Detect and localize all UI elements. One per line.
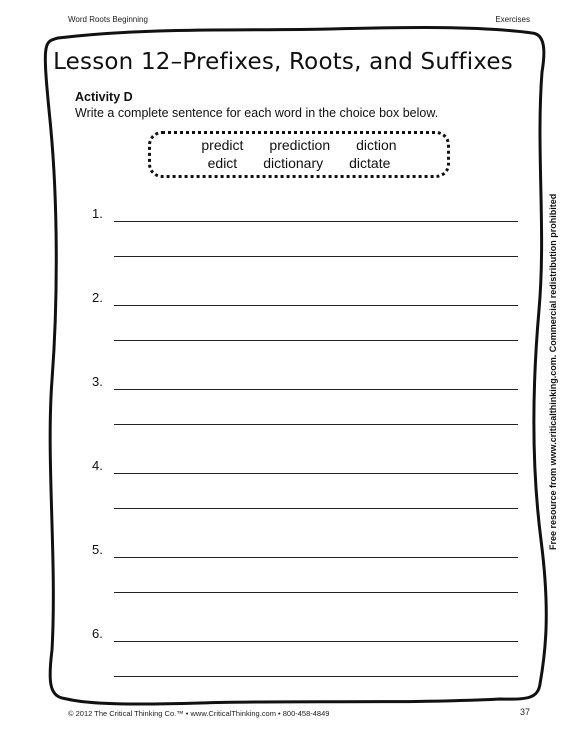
choice-row-2 xyxy=(151,155,447,171)
writing-line[interactable] xyxy=(114,641,518,642)
footer-copyright: © 2012 The Critical Thinking Co.™ • www.CriticalThinking.com • 800-458-4849 xyxy=(68,709,330,718)
item-number: 4. xyxy=(92,458,103,473)
writing-line[interactable] xyxy=(114,676,518,677)
header-right: Exercises xyxy=(495,15,530,24)
activity-instruction: Write a complete sentence for each word in the choice box below. xyxy=(75,106,439,120)
header-left: Word Roots Beginning xyxy=(68,15,148,24)
page-title: Lesson 12–Prefixes, Roots, and Suffixes xyxy=(53,49,513,75)
page-number: 37 xyxy=(519,707,530,717)
choice-word: diction xyxy=(356,137,397,153)
answer-item-5 xyxy=(0,542,566,612)
item-number: 3. xyxy=(92,374,103,389)
choice-word: dictate xyxy=(349,155,391,171)
answer-item-2 xyxy=(0,290,566,360)
side-copyright-note: Free resource from www.criticalthinking.com. Commercial redistribution prohibited xyxy=(548,193,558,550)
activity-label: Activity D xyxy=(75,90,133,104)
item-number: 2. xyxy=(92,290,103,305)
choice-box xyxy=(148,131,450,178)
writing-line[interactable] xyxy=(114,221,518,222)
item-number: 5. xyxy=(92,542,103,557)
choice-word: dictionary xyxy=(263,155,324,171)
writing-line[interactable] xyxy=(114,256,518,257)
writing-line[interactable] xyxy=(114,424,518,425)
answer-item-4 xyxy=(0,458,566,528)
answer-item-3 xyxy=(0,374,566,444)
answer-item-6 xyxy=(0,626,566,696)
choice-word: edict xyxy=(207,155,238,171)
choice-word: predict xyxy=(201,137,244,153)
item-number: 6. xyxy=(92,626,103,641)
choice-word: prediction xyxy=(269,137,331,153)
answer-item-1 xyxy=(0,206,566,276)
writing-line[interactable] xyxy=(114,557,518,558)
writing-line[interactable] xyxy=(114,305,518,306)
item-number: 1. xyxy=(92,206,103,221)
choice-row-1 xyxy=(151,137,447,153)
writing-line[interactable] xyxy=(114,473,518,474)
writing-line[interactable] xyxy=(114,508,518,509)
writing-line[interactable] xyxy=(114,389,518,390)
writing-line[interactable] xyxy=(114,340,518,341)
writing-line[interactable] xyxy=(114,592,518,593)
